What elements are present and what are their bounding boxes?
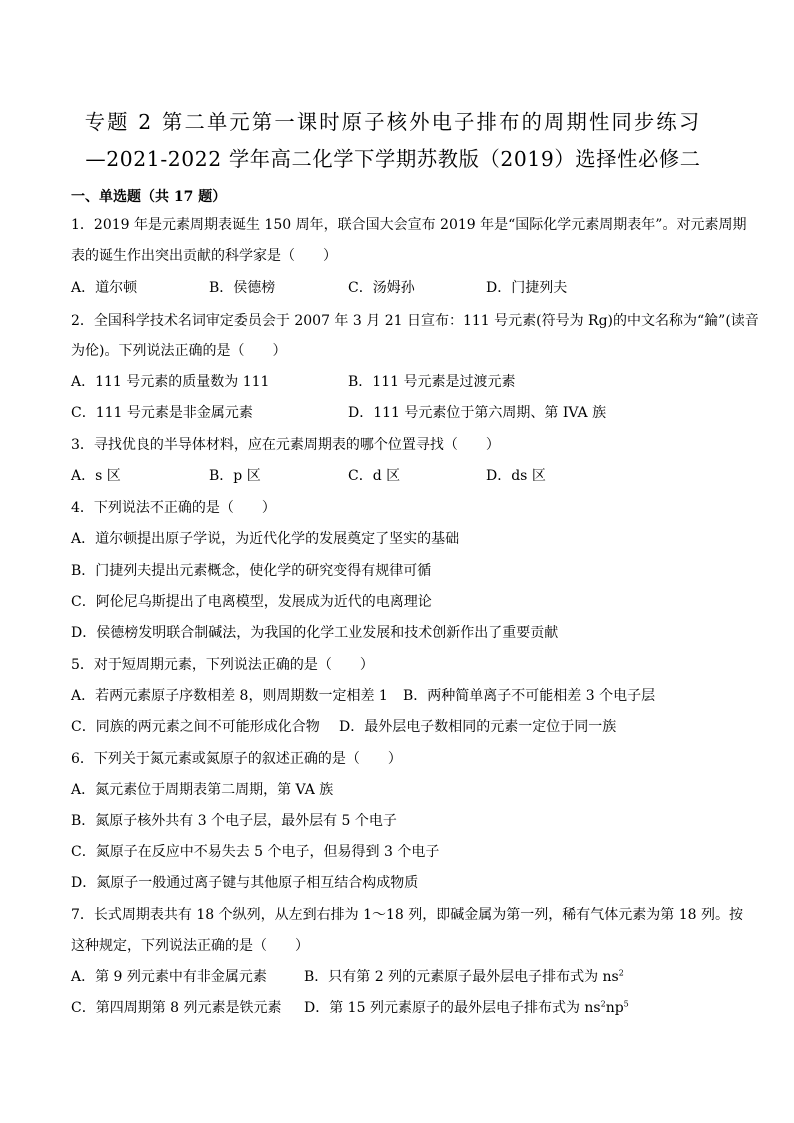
question-2-option-d: D．111 号元素位于第六周期、第 IVA 族 <box>348 405 607 421</box>
question-7-option-d-text: D．第 15 列元素原子的最外层电子排布式为 ns <box>304 1000 601 1016</box>
question-5-option-d: D．最外层电子数相同的元素一定位于同一族 <box>339 719 617 735</box>
question-4-option-a: A．道尔顿提出原子学说，为近代化学的发展奠定了坚实的基础 <box>71 531 460 547</box>
question-1-stem-line2: 表的诞生作出突出贡献的科学家是（ ） <box>71 248 337 264</box>
question-7-stem-line1: 7．长式周期表共有 18 个纵列，从左到右排为 1～18 列，即碱金属为第一列，稀有气体元素为第 18 列。按 <box>71 907 743 923</box>
question-1-option-d: D．门捷列夫 <box>486 280 568 296</box>
question-7-stem-line2: 这种规定，下列说法正确的是（ ） <box>71 938 309 954</box>
question-4-option-c: C．阿伦尼乌斯提出了电离模型，发展成为近代的电离理论 <box>71 594 432 610</box>
question-5-stem: 5．对于短周期元素，下列说法正确的是（ ） <box>71 657 374 673</box>
question-6-option-d: D．氮原子一般通过离子键与其他原子相互结合构成物质 <box>71 875 419 891</box>
question-2-option-a: A．111 号元素的质量数为 111 <box>71 374 270 390</box>
question-4-option-b: B．门捷列夫提出元素概念，使化学的研究变得有规律可循 <box>71 563 432 579</box>
question-5-option-c: C．同族的两元素之间不可能形成化合物 <box>71 719 320 735</box>
question-3-option-d: D．ds 区 <box>486 468 546 484</box>
question-1-option-b: B．侯德榜 <box>209 280 276 296</box>
question-7-option-a: A．第 9 列元素中有非金属元素 <box>71 969 267 985</box>
question-1-option-a: A．道尔顿 <box>71 280 138 296</box>
question-7-option-b <box>304 968 624 986</box>
question-1-option-c: C．汤姆孙 <box>348 280 415 296</box>
question-3-option-c: C．d 区 <box>348 468 401 484</box>
document-title-line1: 专题 2 第二单元第一课时原子核外电子排布的周期性同步练习 <box>84 110 702 134</box>
superscript: 2 <box>618 968 624 978</box>
question-2-option-c: C．111 号元素是非金属元素 <box>71 405 253 421</box>
question-3-stem: 3．寻找优良的半导体材料，应在元素周期表的哪个位置寻找（ ） <box>71 437 500 453</box>
question-7-option-c: C．第四周期第 8 列元素是铁元素 <box>71 1000 282 1016</box>
question-2-option-b: B．111 号元素是过渡元素 <box>348 374 516 390</box>
document-title-line2: —2021-2022 学年高二化学下学期苏教版（2019）选择性必修二 <box>85 147 701 171</box>
question-6-option-c: C．氮原子在反应中不易失去 5 个电子，但易得到 3 个电子 <box>71 844 440 860</box>
question-5-option-b: B．两种简单离子不可能相差 3 个电子层 <box>403 688 656 704</box>
question-5-option-a: A．若两元素原子序数相差 8，则周期数一定相差 1 <box>71 688 388 704</box>
question-4-stem: 4．下列说法不正确的是（ ） <box>71 500 276 516</box>
question-7-option-b-text: B．只有第 2 列的元素原子最外层电子排布式为 ns <box>304 969 619 985</box>
section-heading: 一、单选题（共 17 题） <box>71 189 227 205</box>
question-1-stem-line1: 1．2019 年是元素周期表诞生 150 周年，联合国大会宣布 2019 年是“国际化学元素周期表年”。对元素周期 <box>71 217 747 233</box>
question-6-option-a: A．氮元素位于周期表第二周期，第 VA 族 <box>71 782 334 798</box>
question-6-option-b: B．氮原子核外共有 3 个电子层，最外层有 5 个电子 <box>71 813 397 829</box>
question-2-stem-line1: 2．全国科学技术名词审定委员会于 2007 年 3 月 21 日宣布：111 号元素(符号为 Rg)的中文名称为“錀”(读音 <box>71 313 759 329</box>
superscript: 2 <box>600 999 606 1009</box>
question-3-option-b: B．p 区 <box>209 468 261 484</box>
question-3-option-a: A．s 区 <box>71 468 121 484</box>
superscript: 5 <box>623 999 629 1009</box>
question-2-stem-line2: 为伦)。下列说法正确的是（ ） <box>71 343 287 359</box>
question-7-option-d <box>304 999 629 1017</box>
question-7-option-d-text-tail: np <box>605 1000 624 1016</box>
question-6-stem: 6．下列关于氮元素或氮原子的叙述正确的是（ ） <box>71 751 402 767</box>
question-4-option-d: D．侯德榜发明联合制碱法，为我国的化学工业发展和技术创新作出了重要贡献 <box>71 625 559 641</box>
